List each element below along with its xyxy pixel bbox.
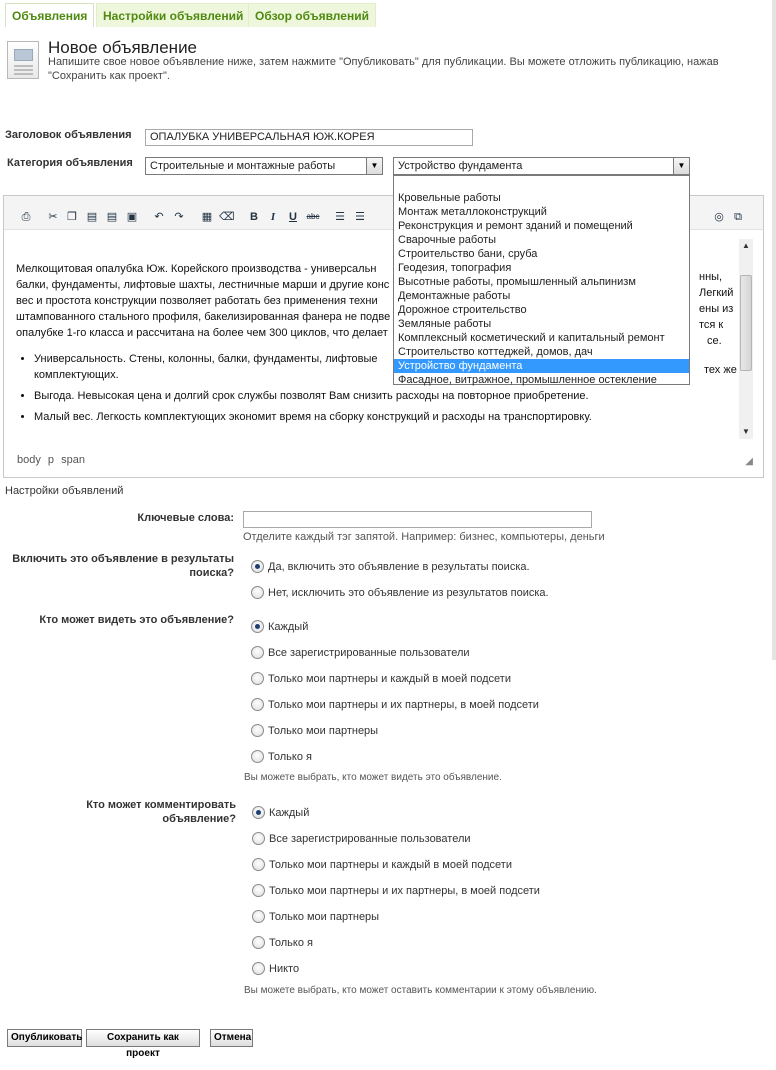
scrollbar-thumb[interactable] [740,275,752,371]
view-permission-label: Кто может видеть это объявление? [39,614,234,626]
dropdown-option[interactable]: Комплексный косметический и капитальный ремонт [398,332,665,344]
view-permission-option-label: Каждый [268,621,309,633]
comment-permission-radio[interactable] [252,806,265,819]
view-hint: Вы можете выбрать, кто может видеть это объявление. [244,772,502,783]
chevron-down-icon[interactable]: ▼ [673,158,689,174]
cut-icon[interactable]: ✂ [48,211,58,223]
comment-permission-option-label: Только я [269,937,313,949]
tab-ads[interactable]: Объявления [5,3,94,27]
dropdown-option[interactable]: Геодезия, топография [398,262,512,274]
subcategory-select[interactable] [393,157,690,175]
dropdown-option[interactable]: Высотные работы, промышленный альпинизм [398,276,636,288]
dropdown-option[interactable]: Дорожное строительство [398,304,527,316]
comment-permission-radio[interactable] [252,858,265,871]
strikethrough-icon[interactable]: abc [306,212,320,221]
publish-button[interactable]: Опубликовать [7,1029,82,1047]
comment-permission-radio[interactable] [252,884,265,897]
cancel-button[interactable]: Отмена [210,1029,253,1047]
comment-permission-radio[interactable] [252,832,265,845]
scroll-up-icon[interactable]: ▲ [742,241,750,250]
tab-ad-settings[interactable]: Настройки объявлений [96,3,250,27]
editor-line: балки, фундаменты, лифтовые шахты, лестничные марши и другие конс [16,279,390,291]
view-permission-option-label: Только мои партнеры и каждый в моей подсети [268,673,511,685]
search-visibility-radio[interactable] [251,560,264,573]
dropdown-option[interactable]: Устройство фундамента [394,359,689,373]
editor-scrollbar[interactable] [739,239,753,439]
subcategory-dropdown-list[interactable] [393,175,690,385]
dropdown-option[interactable]: Кровельные работы [398,192,501,204]
category-select[interactable] [145,157,383,175]
dropdown-option[interactable]: Земляные работы [398,318,492,330]
settings-section-title: Настройки объявлений [5,485,124,497]
maximize-icon[interactable]: ⧉ [734,211,742,223]
editor-paragraph: Мелкощитовая опалубка Юж. Корейского производства - универсальн [16,263,377,275]
paste-icon[interactable]: ▤ [86,211,98,223]
select-all-icon[interactable]: ▦ [201,211,213,223]
comment-permission-option-label: Каждый [269,807,310,819]
editor-bullet: • Универсальность. Стены, колонны, балки, фундаменты, лифтовые комплектующих. [34,351,736,383]
comment-permission-radio[interactable] [252,936,265,949]
paste-text-icon[interactable]: ▤ [106,211,118,223]
comment-permission-label: Кто может комментировать объявление? [86,799,236,825]
view-permission-radio[interactable] [251,750,264,763]
dropdown-option[interactable]: Сварочные работы [398,234,497,246]
comment-permission-option-label: Только мои партнеры и их партнеры, в моей подсети [269,885,540,897]
comment-permission-option-label: Только мои партнеры [269,911,380,923]
editor-bullet: • Малый вес. Легкость комплектующих экономит время на сборку конструкций и расходы на транспортировку. [34,409,736,425]
title-input[interactable]: ОПАЛУБКА УНИВЕРСАЛЬНАЯ ЮЖ.КОРЕЯ [145,129,473,146]
view-permission-option-label: Только мои партнеры [268,725,379,737]
chevron-down-icon[interactable]: ▼ [366,158,382,174]
comment-hint: Вы можете выбрать, кто может оставить комментарии к этому объявлению. [244,985,597,996]
editor-line: опалубке 1-го класса и рассчитана на более чем 300 циклов, что делает [16,327,388,339]
keywords-hint: Отделите каждый тэг запятой. Например: бизнес, компьютеры, деньги [243,531,605,543]
keywords-label: Ключевые слова: [137,512,234,524]
view-permission-option-label: Все зарегистрированные пользователи [268,647,470,659]
page-scrollbar[interactable] [772,0,776,660]
comment-permission-option-label: Только мои партнеры и каждый в моей подсети [269,859,512,871]
tab-ad-overview[interactable]: Обзор объявлений [248,3,376,27]
numbered-list-icon[interactable]: ☰ [335,211,345,223]
view-permission-option-label: Только мои партнеры и их партнеры, в моей подсети [268,699,539,711]
editor-right-fragments: нны, Легкий ены из тся к се. [699,271,734,347]
search-visibility-option-label: Нет, исключить это объявление из результатов поиска. [268,587,549,599]
eraser-icon[interactable]: ⌫ [219,211,235,223]
dropdown-option[interactable]: Строительство коттеджей, домов, дач [398,346,593,358]
editor-bullet: • Выгода. Невысокая цена и долгий срок службы позволят Вам снизить расходы на повторное приобретение. [34,388,736,404]
underline-icon[interactable]: U [289,211,297,223]
resize-handle-icon[interactable]: ◢ [745,456,753,467]
category-label: Категория объявления [7,157,133,169]
dropdown-option[interactable]: Строительство бани, сруба [398,248,538,260]
save-draft-button[interactable]: Сохранить как проект [86,1029,200,1047]
subcategory-select-value: Устройство фундамента [398,160,523,172]
editor-right-fragment: тех же [704,364,737,376]
search-visibility-label: Включить это объявление в результаты поиска? [12,553,234,579]
comment-permission-option-label: Никто [269,963,300,975]
dropdown-option[interactable]: Фасадное, витражное, промышленное остекление [398,374,657,386]
category-select-value: Строительные и монтажные работы [150,160,336,172]
redo-icon[interactable]: ↷ [174,211,184,223]
editor-line: вес и простота конструкции позволяет работать без применения техни [16,295,378,307]
page-title: Новое объявление [48,38,198,57]
view-permission-radio[interactable] [251,672,264,685]
search-visibility-option-label: Да, включить это объявление в результаты поиска. [268,561,530,573]
view-permission-radio[interactable] [251,724,264,737]
comment-permission-radio[interactable] [252,910,265,923]
link-icon[interactable]: ◎ [714,211,724,223]
undo-icon[interactable]: ↶ [154,211,164,223]
dropdown-option[interactable]: Реконструкция и ремонт зданий и помещений [398,220,633,232]
paste-word-icon[interactable]: ▣ [126,211,138,223]
view-permission-radio[interactable] [251,698,264,711]
view-permission-radio[interactable] [251,646,264,659]
view-permission-radio[interactable] [251,620,264,633]
italic-icon[interactable]: I [270,211,276,223]
preview-icon[interactable]: ⎙ [21,211,31,223]
bulleted-list-icon[interactable]: ☰ [355,211,365,223]
editor-line: штампованного стального профиля, бакелизированная фанера не подве [16,311,391,323]
page-subtitle: Напишите свое новое объявление ниже, затем нажмите "Опубликовать" для публикации. Вы можете отложить публикацию, нажав "Сохранить как проект". [48,56,719,82]
new-ad-icon [7,41,39,79]
dropdown-option[interactable]: Демонтажные работы [398,290,511,302]
scroll-down-icon[interactable]: ▼ [742,427,750,436]
copy-icon[interactable]: ❐ [67,211,77,223]
search-visibility-radio[interactable] [251,586,264,599]
comment-permission-option-label: Все зарегистрированные пользователи [269,833,471,845]
view-permission-option-label: Только я [268,751,312,763]
dropdown-option[interactable]: Монтаж металлоконструкций [398,206,547,218]
comment-permission-radio[interactable] [252,962,265,975]
bold-icon[interactable]: B [250,211,258,223]
keywords-input[interactable] [243,511,592,528]
editor-element-path: body p span [17,454,85,466]
title-label: Заголовок объявления [5,129,132,141]
